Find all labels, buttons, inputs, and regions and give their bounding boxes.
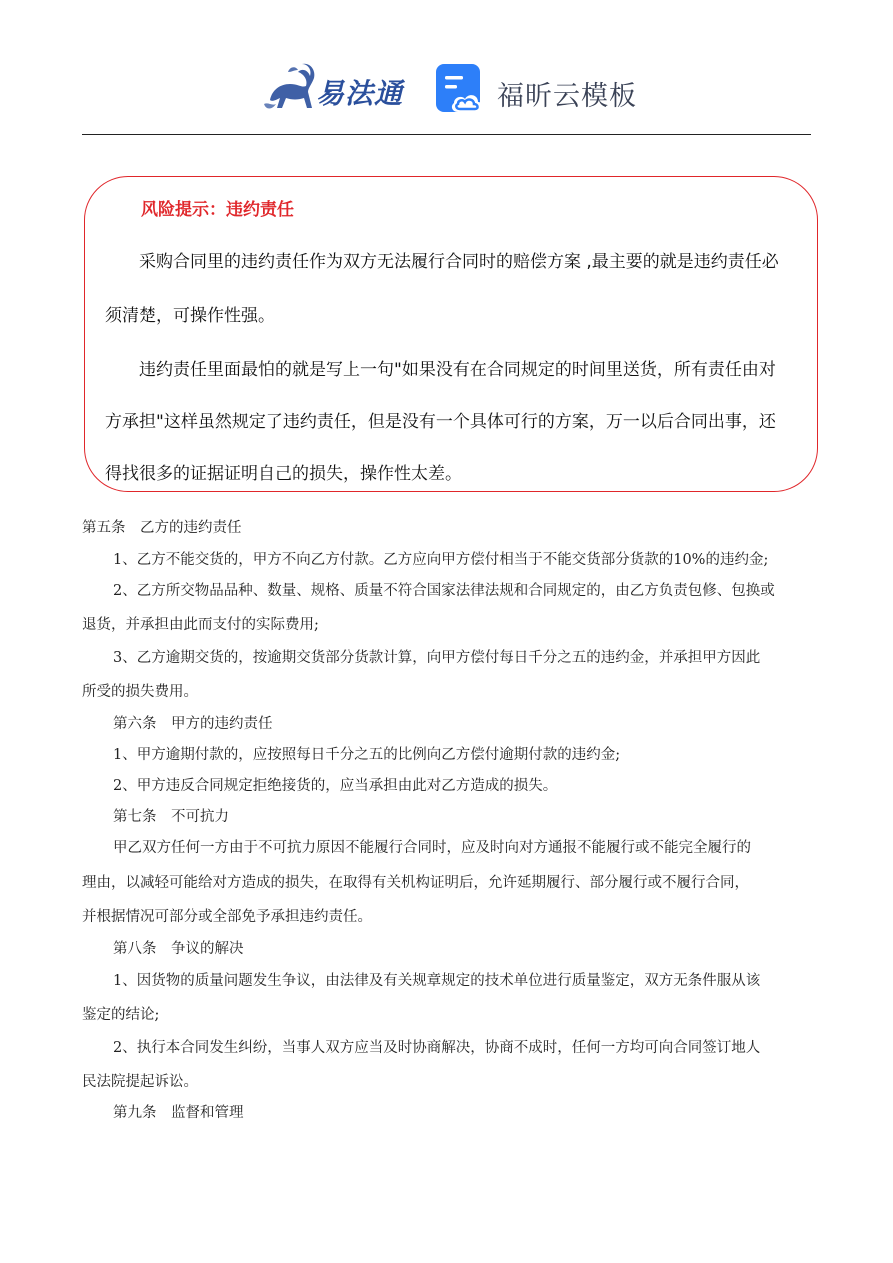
page-header bbox=[0, 58, 893, 122]
clause-line: 理由，以减轻可能给对方造成的损失，在取得有关机构证明后，允许延期履行、部分履行或不履行合同， bbox=[82, 875, 749, 891]
clause-line: 2、甲方违反合同规定拒绝接货的，应当承担由此对乙方造成的损失。 bbox=[113, 778, 558, 794]
clause-line: 民法院提起诉讼。 bbox=[82, 1074, 198, 1090]
risk-text-line: 须清楚，可操作性强。 bbox=[105, 306, 275, 326]
clause-line: 1、因货物的质量问题发生争议，由法律及有关规章规定的技术单位进行质量鉴定，双方无条件服从该 bbox=[113, 973, 761, 989]
cloud-document-icon bbox=[436, 64, 488, 116]
risk-title: 风险提示：违约责任 bbox=[141, 200, 294, 220]
clause-line: 2、乙方所交物品品种、数量、规格、质量不符合国家法律法规和合同规定的，由乙方负责包修、包换或 bbox=[113, 583, 775, 599]
header-divider bbox=[82, 134, 811, 135]
risk-text-line: 得找很多的证据证明自己的损失，操作性太差。 bbox=[105, 464, 462, 484]
article-heading: 第五条 乙方的违约责任 bbox=[82, 520, 242, 536]
clause-line: 1、甲方逾期付款的，应按照每日千分之五的比例向乙方偿付逾期付款的违约金; bbox=[113, 747, 621, 763]
clause-line: 甲乙双方任何一方由于不可抗力原因不能履行合同时，应及时向对方通报不能履行或不能完全履行的 bbox=[113, 840, 751, 856]
article-heading: 第九条 监督和管理 bbox=[113, 1105, 244, 1121]
logo-yifatong-text: 易法通 bbox=[316, 77, 404, 110]
risk-text-line: 采购合同里的违约责任作为双方无法履行合同时的赔偿方案 ,最主要的就是违约责任必 bbox=[139, 252, 779, 272]
risk-warning-box bbox=[84, 176, 818, 492]
clause-line: 1、乙方不能交货的，甲方不向乙方付款。乙方应向甲方偿付相当于不能交货部分货款的10%的违约金; bbox=[113, 552, 769, 568]
clause-line: 2、执行本合同发生纠纷，当事人双方应当及时协商解决，协商不成时，任何一方均可向合同签订地人 bbox=[113, 1040, 761, 1056]
clause-line: 所受的损失费用。 bbox=[82, 684, 198, 700]
article-heading: 第八条 争议的解决 bbox=[113, 941, 244, 957]
article-heading: 第七条 不可抗力 bbox=[113, 809, 229, 825]
logo-fuxin-text: 福昕云模板 bbox=[497, 81, 637, 112]
clause-line: 鉴定的结论; bbox=[82, 1007, 160, 1023]
risk-text-line: 方承担"这样虽然规定了违约责任，但是没有一个具体可行的方案，万一以后合同出事，还 bbox=[105, 412, 776, 432]
article-heading: 第六条 甲方的违约责任 bbox=[113, 716, 273, 732]
clause-line: 并根据情况可部分或全部免予承担违约责任。 bbox=[82, 909, 372, 925]
clause-line: 3、乙方逾期交货的，按逾期交货部分货款计算，向甲方偿付每日千分之五的违约金，并承担甲方因此 bbox=[113, 650, 761, 666]
risk-text-line: 违约责任里面最怕的就是写上一句"如果没有在合同规定的时间里送货，所有责任由对 bbox=[139, 360, 776, 380]
clause-line: 退货，并承担由此而支付的实际费用; bbox=[82, 617, 319, 633]
